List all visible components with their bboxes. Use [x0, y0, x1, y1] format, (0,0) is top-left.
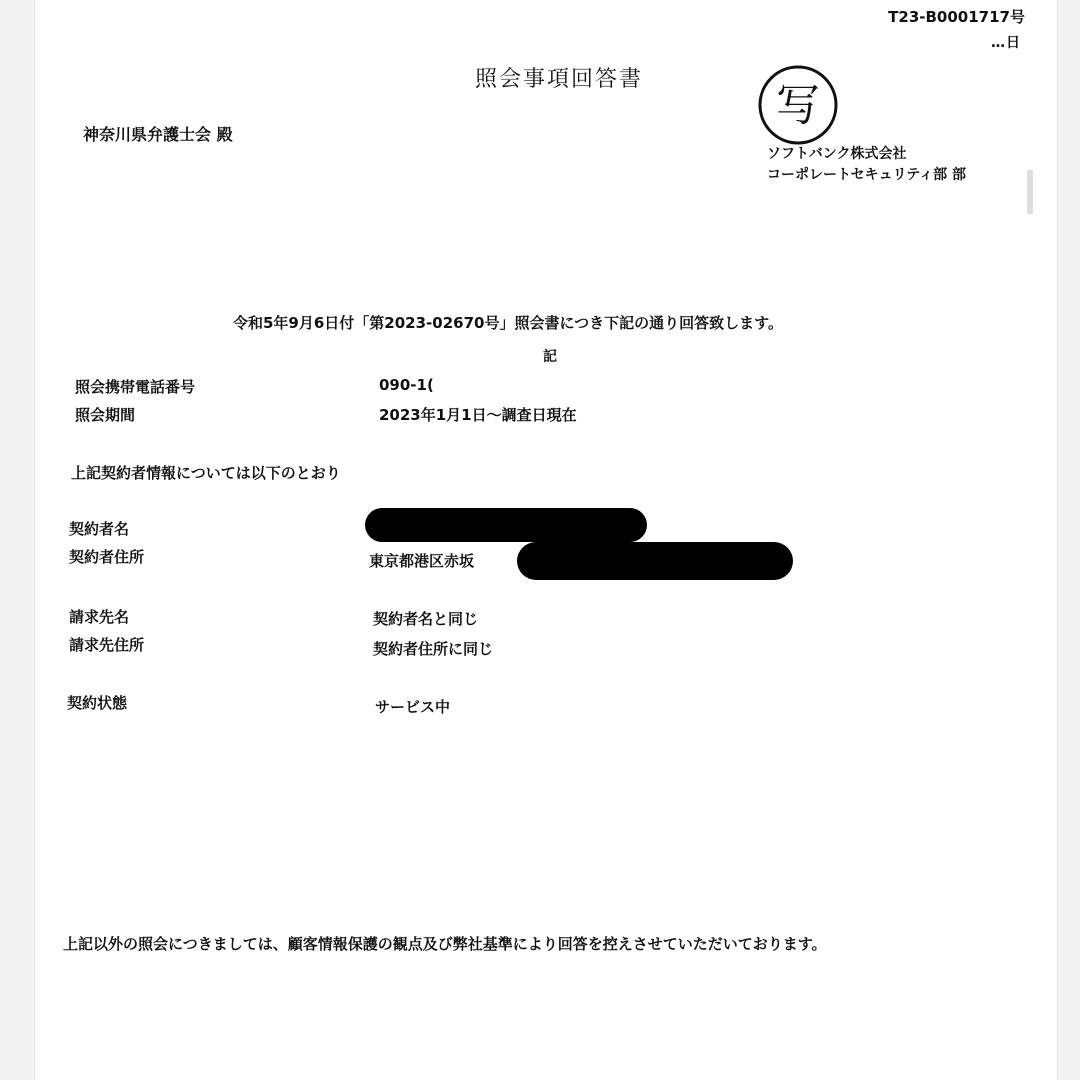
document-number: T23-B0001717号: [888, 8, 1025, 26]
ki-heading: 記: [543, 349, 557, 365]
period-value: 2023年1月1日〜調査日現在: [379, 406, 577, 424]
document-title: 照会事項回答書: [475, 67, 644, 92]
billing-address-label: 請求先住所: [69, 636, 145, 654]
closing-paragraph: 上記以外の照会につきましては、顧客情報保護の観点及び弊社基準により回答を控えさせていただいております。: [63, 935, 827, 953]
contract-name-label: 契約者名: [69, 520, 130, 538]
contract-address-label: 契約者住所: [69, 548, 145, 566]
billing-name-value: 契約者名と同じ: [373, 610, 479, 628]
seal-text: 写: [776, 80, 820, 131]
issue-date-partial: …日: [991, 35, 1021, 51]
period-label: 照会期間: [75, 406, 136, 424]
department-name: コーポレートセキュリティ部 部: [767, 167, 967, 183]
company-name: ソフトバンク株式会社: [767, 146, 907, 162]
billing-address-value: 契約者住所に同じ: [373, 640, 494, 658]
contract-status-label: 契約状態: [67, 694, 128, 712]
phone-value: 090-1(: [379, 376, 434, 394]
redaction-bar-name: [365, 508, 647, 542]
scan-edge-mark: [1027, 170, 1033, 214]
contract-address-value: 東京都港区赤坂: [369, 552, 475, 570]
addressee: 神奈川県弁護士会 殿: [83, 125, 233, 144]
contract-subheading: 上記契約者情報については以下のとおり: [71, 464, 341, 482]
contract-status-value: サービス中: [375, 698, 451, 716]
intro-sentence: 令和5年9月6日付「第2023-02670号」照会書につき下記の通り回答致します。: [233, 314, 783, 332]
phone-label: 照会携帯電話番号: [75, 378, 196, 396]
sender-block: [767, 144, 966, 186]
billing-name-label: 請求先名: [69, 608, 130, 626]
document-page: [34, 0, 1058, 1080]
copy-stamp-icon: [755, 62, 841, 148]
redaction-bar-address: [517, 542, 793, 580]
